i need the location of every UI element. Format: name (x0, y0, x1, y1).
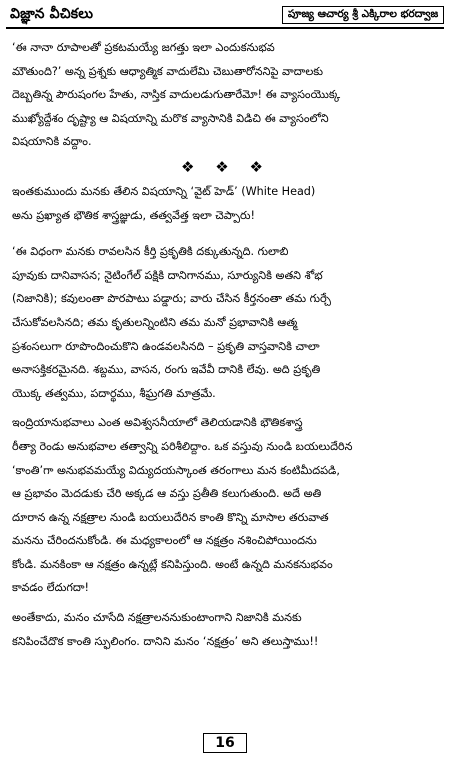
text-line: ప్రశంసలుగా రూపొందించుకొని ఉండవలసినది – ప్రకృతి వాస్తవానికి చాలా (12, 339, 320, 353)
text-line: ఇంద్రియానుభవాలు ఎంత అవిశ్వసనీయాలో తెలియడానికి భౌతికశాస్త్ర (12, 416, 303, 430)
text-line: (నిజానికి); కవులంతా పొరపాటు పడ్డారు; వారు చేసిన కీర్తనంతా తమ గుర్చే (12, 292, 331, 306)
text-line: ఆ ప్రభావం మెదడుకు చేరి అక్కడ ఆ వస్తు ప్రతీతి కలుగుతుంది. అదే అతి (12, 487, 322, 501)
text-line: రీత్యా రెండు అనుభవాల తత్వాన్ని పరిశీలిద్దాం. ఒక వస్తువు నుండి బయలుదేరిన (12, 439, 353, 453)
paragraph-3-quote (12, 240, 440, 405)
text-line: ‘ఈ విధంగా మనకు రావలసిన కీర్తి ప్రకృతికి దక్కుతున్నది. గులాబి (12, 245, 289, 259)
header-rule (6, 27, 444, 29)
text-line: చేసుకోవలసినది; తమ కృతులన్నింటిని తమ మనో ప్రభావానికి ఆత్మ (12, 315, 298, 329)
page-body (12, 36, 440, 653)
paragraph-4 (12, 411, 440, 600)
text-line: మనను చేరిందనుకోండి. ఈ మధ్యకాలంలో ఆ నక్షత్రం నశించిపోయిందను (12, 534, 317, 548)
text-line: అను ప్రఖ్యాత భౌతిక శాస్త్రజ్ఞుడు, తత్వవేత్త ఇలా చెప్పారు! (12, 208, 256, 222)
text-line: కావడం లేదుగదా! (12, 581, 89, 595)
text-line: ‘కాంతి’గా అనుభవమయ్యే విద్యుదయస్కాంత తరంగాలు మన కంటిమీదపడి, (12, 463, 340, 477)
section-separator: ❖ ❖ ❖ (181, 157, 271, 176)
running-header (6, 4, 444, 26)
paragraph-5 (12, 606, 440, 653)
text-line: యొక్క తత్వము, పదార్థము, శీఘ్రగతి మాత్రమే. (12, 386, 216, 400)
text-line: ఇంతకుముందు మనకు తేలిన విషయాన్ని ‘వైట్ హెడ్’ (White Head) (12, 184, 316, 198)
author-name-box: పూజ్య ఆచార్య శ్రీ ఎక్కిరాల భరద్వాజ (282, 6, 444, 24)
text-line: అంతేకాదు, మనం చూసేది నక్షత్రాలననుకుంటాంగాని నిజానికి మనకు (12, 611, 302, 625)
text-line: దెబ్బతిన్న పౌరుషంగల హేతు, నాస్తిక వాదులడుగుతారేమో! ఈ వ్యాసంయొక్క (12, 88, 341, 102)
text-line: ‘ఈ నానా రూపాలతో ప్రకటమయ్యే జగత్తు ఇలా ఎందుకనుభవ (12, 41, 275, 54)
page-number-box: 16 (203, 733, 247, 753)
text-line: మౌతుంది?’ అన్న ప్రశ్నకు ఆధ్యాత్మిక వాదులేమి చెబుతారోననిపై వాదాలకు (12, 64, 323, 78)
text-line: కోండి. మనకింకా ఆ నక్షత్రం ఉన్నట్లే కనిపిస్తుంది. అంటే ఉన్నది మనకనుభవం (12, 557, 333, 571)
book-title: విజ్ఞాన వీచికలు (10, 6, 94, 22)
text-line: పూవుకు దానివాసన; నైటింగేల్ పక్షికి దానిగానము, సూర్యునికి అతని శోభ (12, 268, 323, 282)
paragraph-2 (12, 180, 440, 227)
text-line: కనిపించేదొక కాంతి స్ఫులింగం. దానిని మనం ‘నక్షత్రం’ అని తలుస్తాము!! (12, 634, 319, 648)
page-number (0, 732, 450, 753)
text-line: అనాసక్తికరమైనది. శబ్దము, వాసన, రంగు ఇవేవీ దానికి లేవు. అది ప్రకృతి (12, 363, 321, 377)
text-line: ముఖ్యోద్దేశం దృష్ట్యా ఆ విషయాన్ని మరొక వ్యాసానికి విడిచి ఈ వ్యాసంలోని (12, 111, 329, 125)
text-line: దూరాన ఉన్న నక్షత్రాల నుండి బయలుదేరిన కాంతి కొన్ని మాసాల తరువాత (12, 510, 329, 524)
paragraph-1 (12, 36, 440, 154)
text-line: విషయానికి వద్దాం. (12, 135, 92, 149)
